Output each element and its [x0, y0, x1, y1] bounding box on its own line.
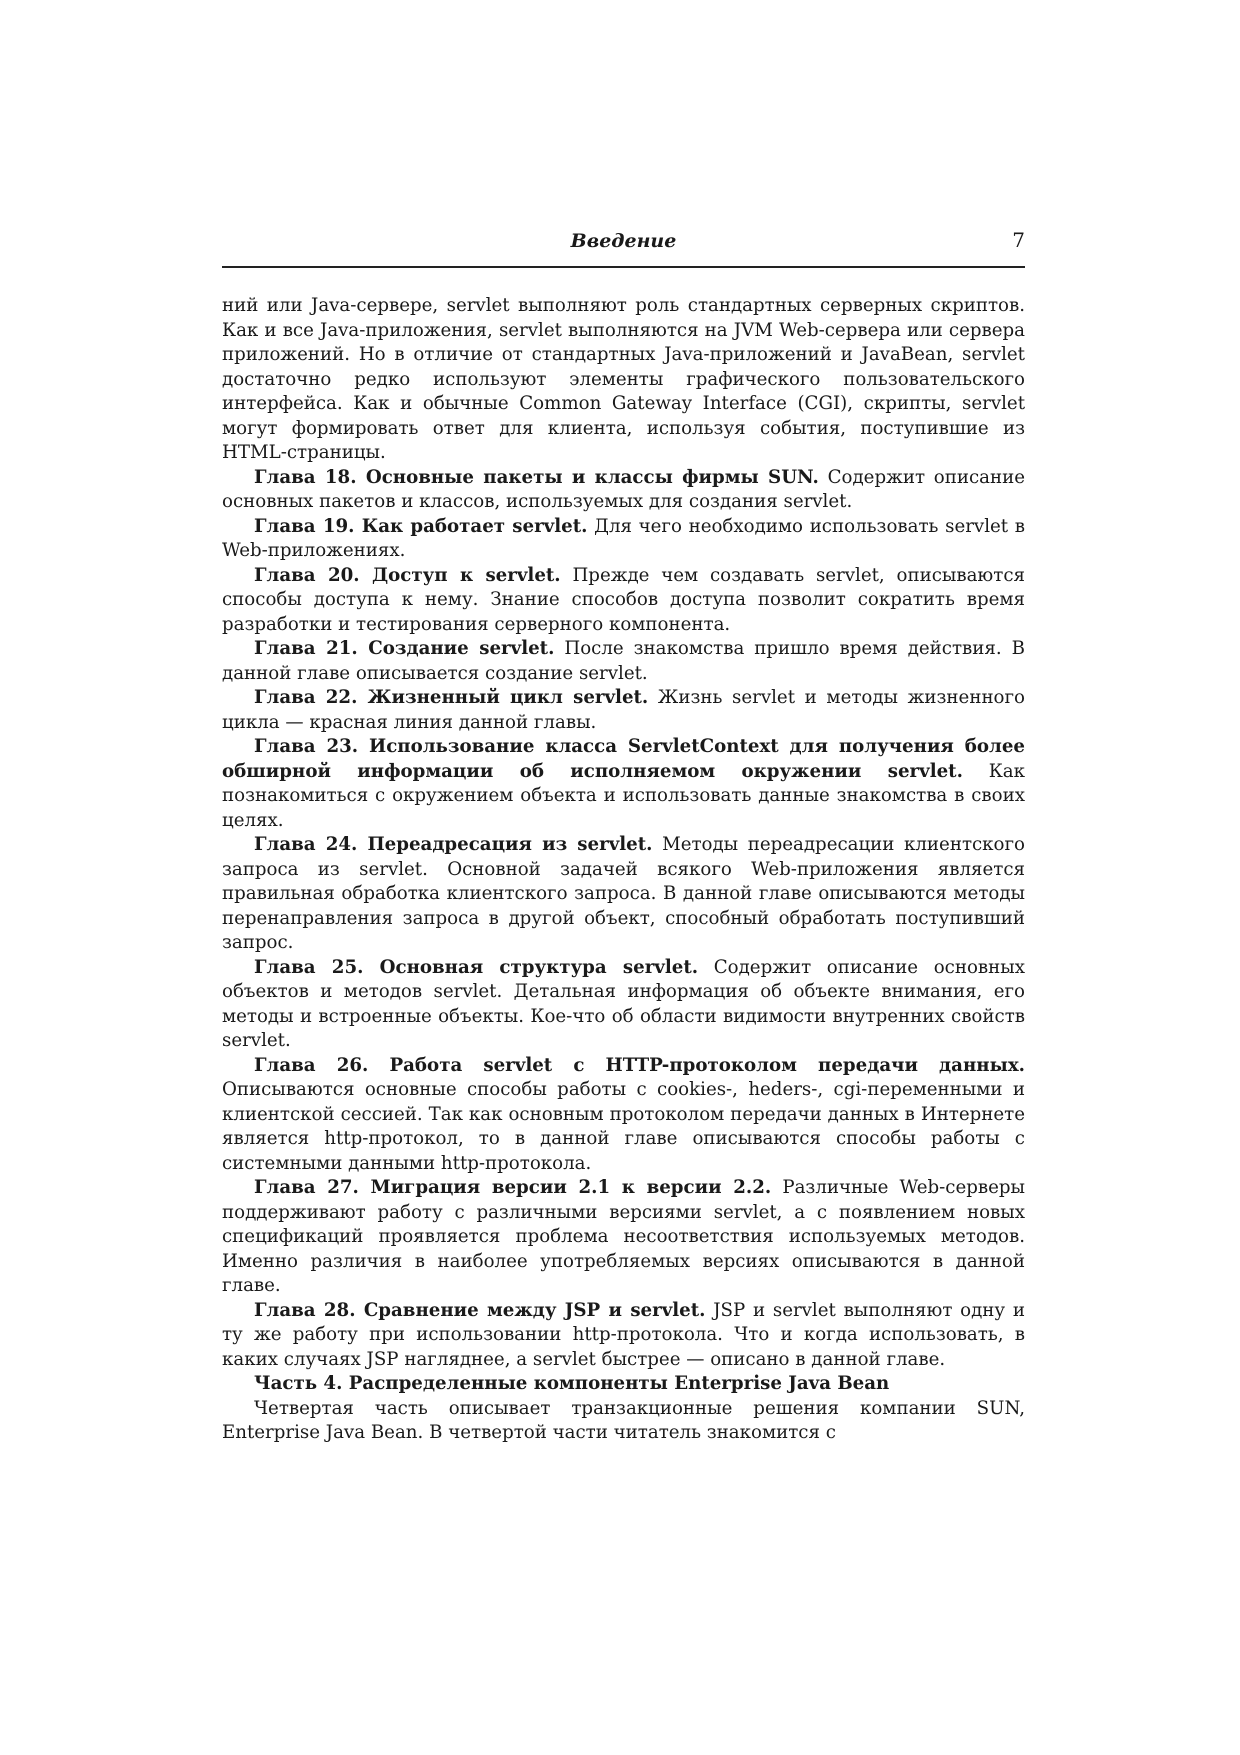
body-text — [222, 294, 1025, 1446]
chapter-21-description: После знакомства пришло время действия. В данной главе описывается создание servlet. — [222, 638, 1025, 684]
chapter-19-description: Для чего необходимо использовать servlet в Web-приложениях. — [222, 515, 1026, 561]
chapter-27-description: Различные Web-серверы поддерживают работу с различными версиями servlet, а с появлением новых спецификаций проявляется проблема несоответствия используемых методов. Именно различия в наиболее употребляемых версиях описываются в данной главе. — [222, 1177, 1025, 1296]
chapter-20-title: Глава 20. Доступ к servlet. — [254, 564, 561, 586]
chapter-25-title: Глава 25. Основная структура servlet. — [254, 956, 699, 978]
page-header — [222, 226, 1025, 268]
chapter-23-paragraph — [222, 735, 1025, 833]
chapter-23-description: Как познакомиться с окружением объекта и использовать данные знакомства в своих целях. — [222, 760, 1025, 831]
chapter-21-title: Глава 21. Создание servlet. — [254, 638, 555, 659]
paragraph-text: ний или Java-сервере, servlet выполняют роль стандартных серверных скриптов. Как и все Java-приложения, servlet выполняются на JVM Web-сервера или сервера приложений. Но в отличие от стандартных Java-приложений и JavaBean, servlet достаточно редко используют элементы графического пользовательского интерфейса. Как и обычные Common Gateway Interface (CGI), скрипты, servlet могут формировать ответ для клиента, используя события, поступившие из HTML-страницы. — [222, 295, 1025, 463]
part-4-paragraph: Четвертая часть описывает транзакционные решения компании SUN, Enterprise Java Bean. В четвертой части читатель знакомится с — [222, 1397, 1025, 1443]
chapter-25-description: Содержит описание основных объектов и методов servlet. Детальная информация об объекте внимания, его методы и встроенные объекты. Кое-что об области видимости внутренних свойств servlet. — [222, 956, 1026, 1051]
chapter-19-title: Глава 19. Как работает servlet. — [254, 515, 588, 537]
chapter-28-paragraph — [222, 1299, 1025, 1373]
chapter-28-description: JSP и servlet выполняют одну и ту же работу при использовании http-протокола. Что и когда использовать, в каких случаях JSP нагляднее, а servlet быстрее — описано в данной главе. — [222, 1299, 1025, 1370]
chapter-22-title: Глава 22. Жизненный цикл servlet. — [254, 687, 649, 708]
chapter-20-paragraph — [222, 564, 1025, 638]
chapter-22-description: Жизнь servlet и методы жизненного цикла — красная линия данной главы. — [222, 687, 1025, 733]
part-4-heading: Часть 4. Распределенные компоненты Enterprise Java Bean — [254, 1373, 890, 1394]
chapter-18-paragraph — [222, 466, 1025, 515]
chapter-23-title: Глава 23. Использование класса ServletContext для получения более обширной информации об исполняемом окружении servlet. — [222, 736, 1025, 782]
running-title: Введение — [570, 230, 677, 252]
chapter-26-description: Описываются основные способы работы с cookies-, heders-, cgi-переменными и клиентской сессией. Так как основным протоколом передачи данных в Интернете является http-протокол, то в данной главе описываются способы работы с системными данными http-протокола. — [222, 1079, 1025, 1174]
chapter-18-description: Содержит описание основных пакетов и классов, используемых для создания servlet. — [222, 466, 1025, 512]
chapter-22-paragraph — [222, 686, 1025, 735]
chapter-27-paragraph — [222, 1176, 1025, 1299]
chapter-24-description: Методы переадресации клиентского запроса из servlet. Основной задачей всякого Web-приложения является правильная обработка клиентского запроса. В данной главе описываются методы перенаправления запроса в другой объект, способный обработать поступивший запрос. — [222, 834, 1025, 953]
chapter-26-title: Глава 26. Работа servlet с HTTP-протоколом передачи данных. — [254, 1054, 1025, 1076]
chapter-24-paragraph — [222, 833, 1025, 956]
chapter-25-paragraph — [222, 956, 1025, 1054]
chapter-28-title: Глава 28. Сравнение между JSP и servlet. — [254, 1299, 706, 1321]
chapter-20-description: Прежде чем создавать servlet, описываются способы доступа к нему. Знание способов доступа позволит сократить время разработки и тестирования серверного компонента. — [222, 564, 1025, 635]
chapter-27-title: Глава 27. Миграция версии 2.1 к версии 2.2. — [254, 1177, 772, 1198]
chapter-18-title: Глава 18. Основные пакеты и классы фирмы SUN. — [254, 466, 819, 488]
chapter-21-paragraph — [222, 637, 1025, 686]
chapter-26-paragraph — [222, 1054, 1025, 1177]
chapter-19-paragraph — [222, 515, 1025, 564]
page-number: 7 — [1012, 228, 1025, 252]
paragraph — [222, 294, 1025, 466]
chapter-24-title: Глава 24. Переадресация из servlet. — [254, 834, 653, 855]
